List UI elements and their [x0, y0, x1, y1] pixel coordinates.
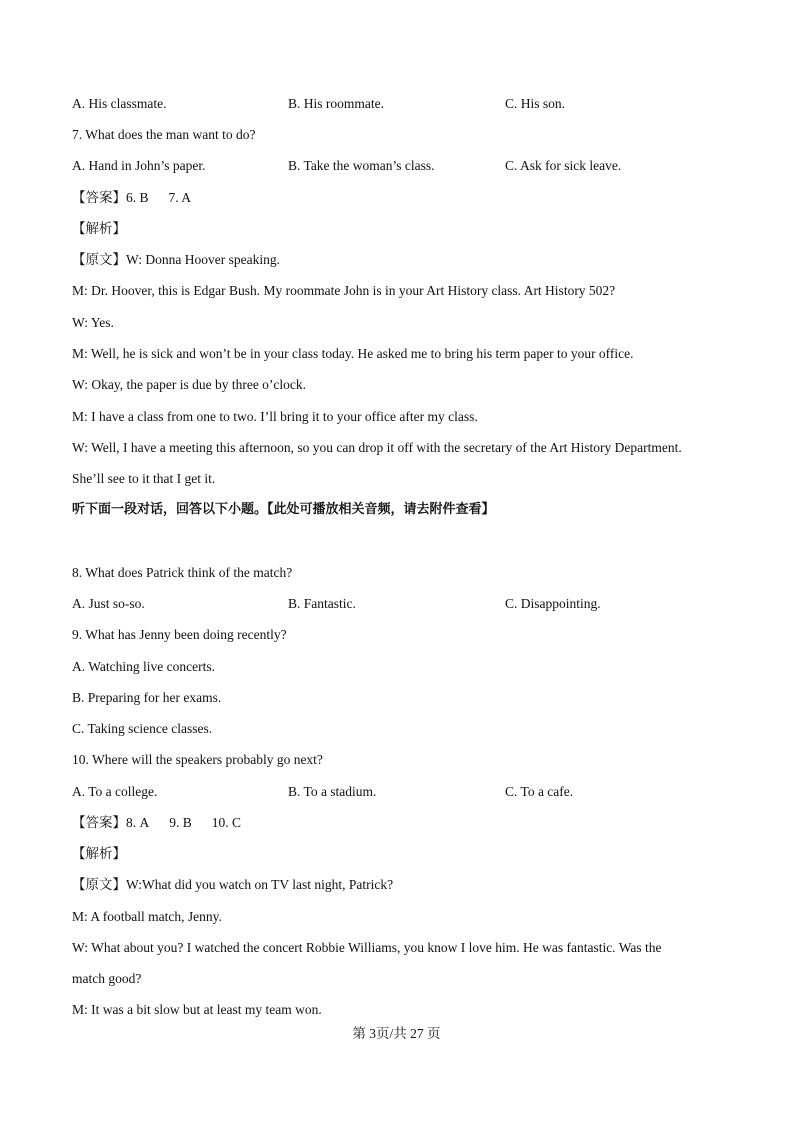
answer-item: 10. C [211, 815, 242, 830]
q10-question: 10. Where will the speakers probably go next? [72, 752, 323, 767]
transcript-text: W:What did you watch on TV last night, Patrick? [126, 877, 394, 892]
q7-question: 7. What does the man want to do? [72, 127, 256, 142]
answer-item: 9. B [169, 815, 192, 830]
q8-question: 8. What does Patrick think of the match? [72, 565, 293, 580]
transcript-line: W: Well, I have a meeting this afternoon, so you can drop it off with the secretary of the Art History Department. [72, 440, 682, 455]
q8-option-c: C. Disappointing. [505, 596, 601, 611]
q9-option-a: A. Watching live concerts. [72, 659, 215, 674]
q6-option-b: B. His roommate. [288, 96, 384, 111]
answer-label: 【答案】 [72, 190, 126, 205]
transcript-line [72, 251, 280, 269]
answer-label: 【答案】 [72, 815, 126, 830]
page-number-footer: 第 3页/共 27 页 [352, 1026, 441, 1041]
transcript-line: W: What about you? I watched the concert Robbie Williams, you know I love him. He was fantastic. Was the [72, 940, 662, 955]
q9-question: 9. What has Jenny been doing recently? [72, 627, 287, 642]
answer-2-row [72, 814, 241, 832]
transcript-line: M: A football match, Jenny. [72, 909, 222, 924]
transcript-line: M: I have a class from one to two. I’ll bring it to your office after my class. [72, 409, 478, 424]
q6-option-a: A. His classmate. [72, 96, 167, 111]
transcript-line: M: Well, he is sick and won’t be in your class today. He asked me to bring his term paper to your office. [72, 346, 634, 361]
transcript-label: 【原文】 [72, 252, 126, 267]
answer-item: 8. A [126, 815, 150, 830]
q10-option-b: B. To a stadium. [288, 784, 377, 799]
q7-option-c: C. Ask for sick leave. [505, 158, 622, 173]
q7-option-a: A. Hand in John’s paper. [72, 158, 206, 173]
transcript-line: match good? [72, 971, 142, 986]
q10-option-c: C. To a cafe. [505, 784, 574, 799]
q8-option-b: B. Fantastic. [288, 596, 356, 611]
transcript-line: M: Dr. Hoover, this is Edgar Bush. My roommate John is in your Art History class. Art History 502? [72, 283, 616, 298]
transcript-text: W: Donna Hoover speaking. [126, 252, 280, 267]
transcript-line: M: It was a bit slow but at least my team won. [72, 1002, 322, 1017]
q10-option-a: A. To a college. [72, 784, 158, 799]
transcript-line: W: Okay, the paper is due by three o’clock. [72, 377, 307, 392]
q9-option-c: C. Taking science classes. [72, 721, 213, 736]
section-instruction: 听下面一段对话，回答以下小题。【此处可播放相关音频，请去附件查看】 [72, 502, 495, 517]
analysis-label-1: 【解析】 [72, 221, 126, 236]
transcript-line: She’ll see to it that I get it. [72, 471, 216, 486]
analysis-label-2: 【解析】 [72, 846, 126, 861]
transcript-line [72, 876, 393, 894]
q6-option-c: C. His son. [505, 96, 566, 111]
transcript-line: W: Yes. [72, 315, 114, 330]
q8-option-a: A. Just so-so. [72, 596, 145, 611]
answer-1-row [72, 189, 191, 207]
answer-item: 6. B [126, 190, 149, 205]
answer-item: 7. A [168, 190, 192, 205]
q7-option-b: B. Take the woman’s class. [288, 158, 435, 173]
q9-option-b: B. Preparing for her exams. [72, 690, 222, 705]
transcript-label: 【原文】 [72, 877, 126, 892]
